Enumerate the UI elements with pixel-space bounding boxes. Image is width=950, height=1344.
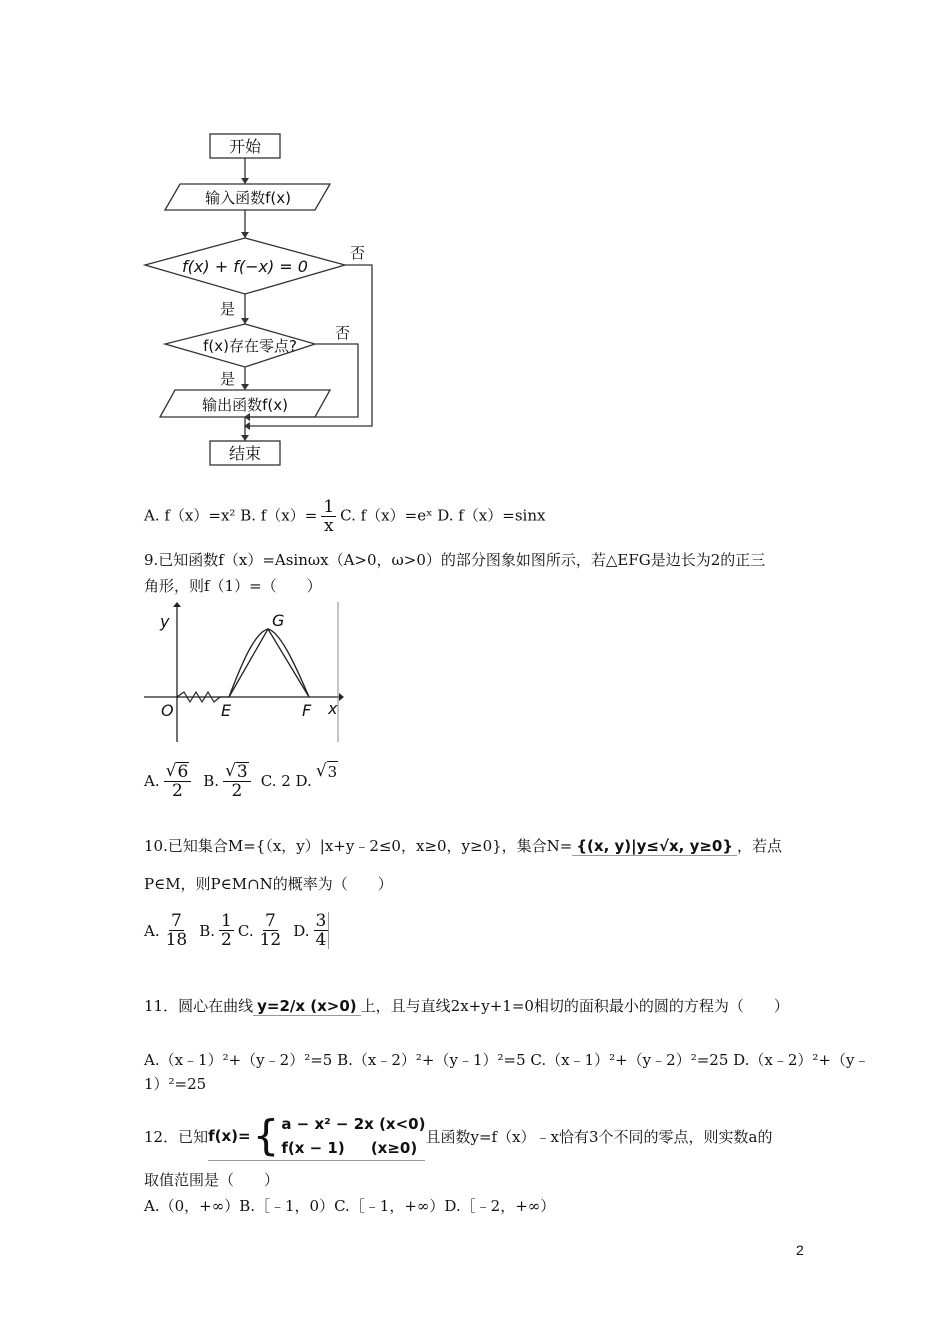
- q9-option-a-frac: √ 6 2: [164, 762, 192, 800]
- q9-b-num: √ 3: [223, 762, 251, 782]
- graph-o-label: O: [161, 701, 174, 720]
- q10-set-n: {(x, y)|y≤√x, y≥0}: [572, 837, 737, 856]
- q12-brace: {: [252, 1111, 280, 1160]
- q9-line1: 9.已知函数f（x）=Asinωx（A>0，ω>0）的部分图象如图所示，若△EFG是边长为2的正三: [144, 551, 766, 569]
- q8-option-cd: C. f（x）=eˣ D. f（x）=sinx: [340, 506, 546, 525]
- output-label: 输出函数f(x): [202, 396, 288, 414]
- q8-frac-num: 1: [323, 497, 335, 517]
- graph-y-label: y: [160, 612, 170, 631]
- q9-option-a-label: A.: [144, 772, 160, 790]
- yes-label-2: 是: [220, 370, 236, 388]
- q11-curve: y=2/x (x>0): [253, 997, 361, 1016]
- q10-text-a: 10.已知集合M={（x，y）|x+y﹣2≤0，x≥0，y≥0}，集合N=: [144, 837, 573, 855]
- q10-option-b-label: B.: [199, 921, 216, 940]
- q12-prefix: 12．已知: [144, 1127, 209, 1146]
- q12-line1: [144, 1112, 772, 1161]
- q8-frac-den: x: [323, 516, 334, 536]
- q12-piece1: a − x² − 2x: [281, 1115, 374, 1133]
- q10-option-d-frac: $\frac{3}{4}$: [314, 912, 330, 949]
- q11-line1: [144, 996, 789, 1016]
- q10-option-c-label: C.: [237, 921, 254, 940]
- q8-fraction: [321, 498, 336, 535]
- q8-option-ab: A. f（x）=x² B. f（x）=: [144, 506, 318, 525]
- q12-piece2: f(x − 1): [281, 1139, 345, 1157]
- q9-option-d-sqrt: √ 3: [315, 760, 338, 781]
- q10-option-a-label: A.: [144, 921, 160, 940]
- q10-line2: P∈M，则P∈M∩N的概率为（ ）: [144, 875, 393, 893]
- graph-g-label: G: [272, 611, 285, 630]
- q10-text-b: ，若点: [737, 837, 783, 855]
- sine-graph: [144, 602, 344, 742]
- no-label-1: 否: [350, 244, 366, 262]
- q12-cond1: (x<0): [379, 1115, 426, 1133]
- start-label: 开始: [228, 137, 262, 156]
- q9-option-b-label: B.: [203, 772, 220, 790]
- q10-option-b-frac: $\frac{1}{2}$: [221, 911, 232, 950]
- q9-option-b-frac: √ 3 2: [223, 762, 251, 800]
- q12-line2: 取值范围是（ ）: [144, 1171, 280, 1189]
- q9-options: [144, 762, 338, 800]
- q11-options-line2: 1）²=25: [144, 1075, 207, 1093]
- q12-fx: f(x)=: [208, 1127, 251, 1145]
- q11-options-line1: A.（x﹣1）²+（y﹣2）²=5 B.（x﹣2）²+（y﹣1）²=5 C.（x﹣1）²+（y﹣2）²=25 D.（x﹣2）²+（y﹣: [144, 1051, 870, 1069]
- q12-cond2: (x≥0): [370, 1139, 418, 1157]
- q11-prefix: 11．圆心在曲线: [144, 997, 254, 1015]
- end-label: 结束: [228, 444, 262, 463]
- graph-e-label: E: [221, 701, 232, 720]
- q9-a-num: √ 6: [164, 762, 192, 782]
- flowchart: [140, 125, 400, 470]
- q8-options: [144, 498, 545, 535]
- graph-x-label: x: [328, 699, 338, 718]
- q10-option-a-frac: $\frac{7}{18}$: [165, 911, 188, 950]
- q10-option-d-label: D.: [293, 921, 310, 940]
- q12-options: A.（0，+∞）B.［﹣1，0）C.［﹣1，+∞）D.［﹣2，+∞）: [144, 1197, 556, 1215]
- yes-label-1: 是: [220, 300, 236, 318]
- graph-f-label: F: [302, 701, 312, 720]
- q12-piecewise: [208, 1112, 425, 1161]
- condition1-label: f(x) + f(−x) = 0: [182, 257, 308, 276]
- condition2-label: f(x)存在零点?: [203, 337, 297, 355]
- q10-option-c-frac: $\frac{7}{12}$: [259, 911, 282, 950]
- q11-suffix: 上，且与直线2x+y+1=0相切的面积最小的圆的方程为（ ）: [360, 997, 789, 1015]
- q10-options: [144, 912, 333, 949]
- page-number: 2: [796, 1242, 804, 1258]
- q9-option-cd-label: C. 2 D.: [260, 772, 312, 790]
- input-label: 输入函数f(x): [205, 189, 291, 207]
- q10-line1: [144, 836, 782, 856]
- q9-line2: 角形，则f（1）=（ ）: [144, 577, 322, 595]
- q12-suffix: 且函数y=f（x）﹣x恰有3个不同的零点，则实数a的: [425, 1127, 773, 1146]
- no-label-2: 否: [335, 324, 351, 342]
